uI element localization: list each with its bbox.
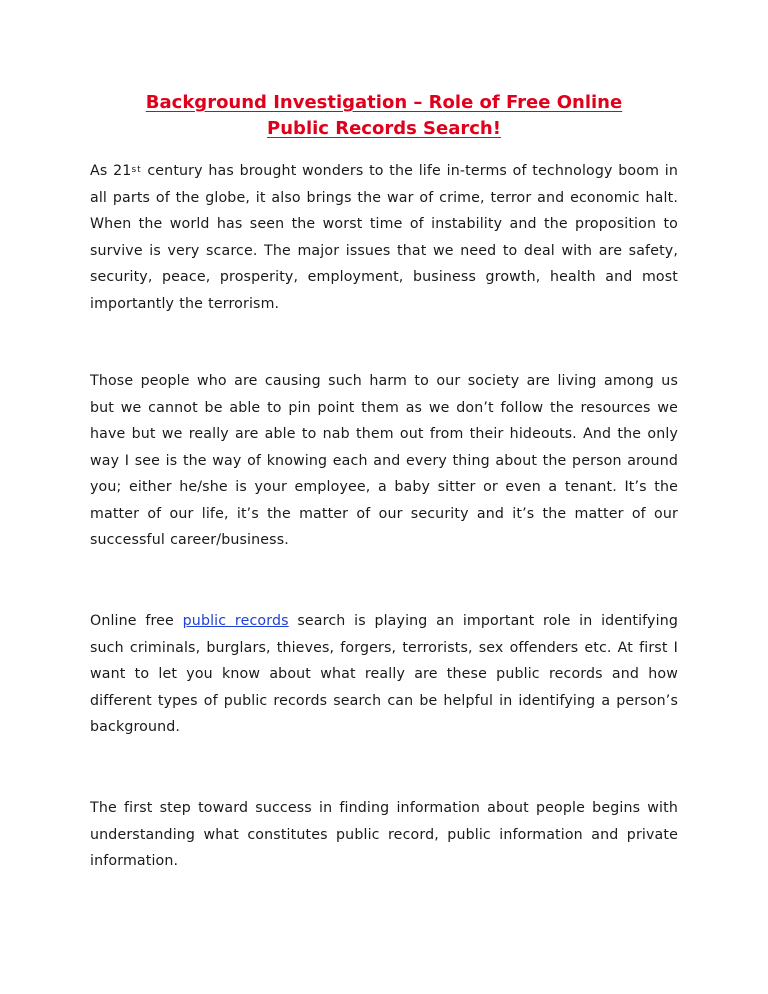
title-line-2: Public Records Search! [267,118,501,139]
paragraph-3 [90,608,678,741]
ordinal-suffix: st [131,165,142,175]
paragraph-1-rest: century has brought wonders to the life in-terms of technology boom in all parts of the globe, it also brings the war of crime, terror and economic halt. When the world has seen the worst time of instability and the proposition to survive is very scarce. The major issues that we need to deal with are safety, security, peace, prosperity, employment, business growth, health and most importantly the terrorism. [90,163,678,312]
title-line-1: Background Investigation – Role of Free Online [145,92,623,113]
paragraph-2: Those people who are causing such harm to our society are living among us but we cannot be able to pin point them as we don’t follow the resources we have but we really are able to nab them out from their hideouts. And the only way I see is the way of knowing each and every thing about the person around you; either he/she is your employee, a baby sitter or even a tenant. It’s the matter of our life, it’s the matter of our security and it’s the matter of our successful career/business. [90,373,678,548]
paragraph-4: The first step toward success in finding information about people begins with understanding what constitutes public record, public information and private information. [90,800,678,869]
paragraph-3-rest: search is playing an important role in identifying such criminals, burglars, thieves, forgers, terrorists, sex offenders etc. At first I want to let you know about what really are these public records and how different types of public records search can be helpful in identifying a person’s background. [90,613,678,735]
document-title [90,90,678,142]
paragraph-1-start: As 21 [90,163,132,179]
paragraph-1 [90,158,678,317]
public-records-link[interactable]: public records [182,613,289,629]
paragraph-3-start: Online free [90,613,183,629]
